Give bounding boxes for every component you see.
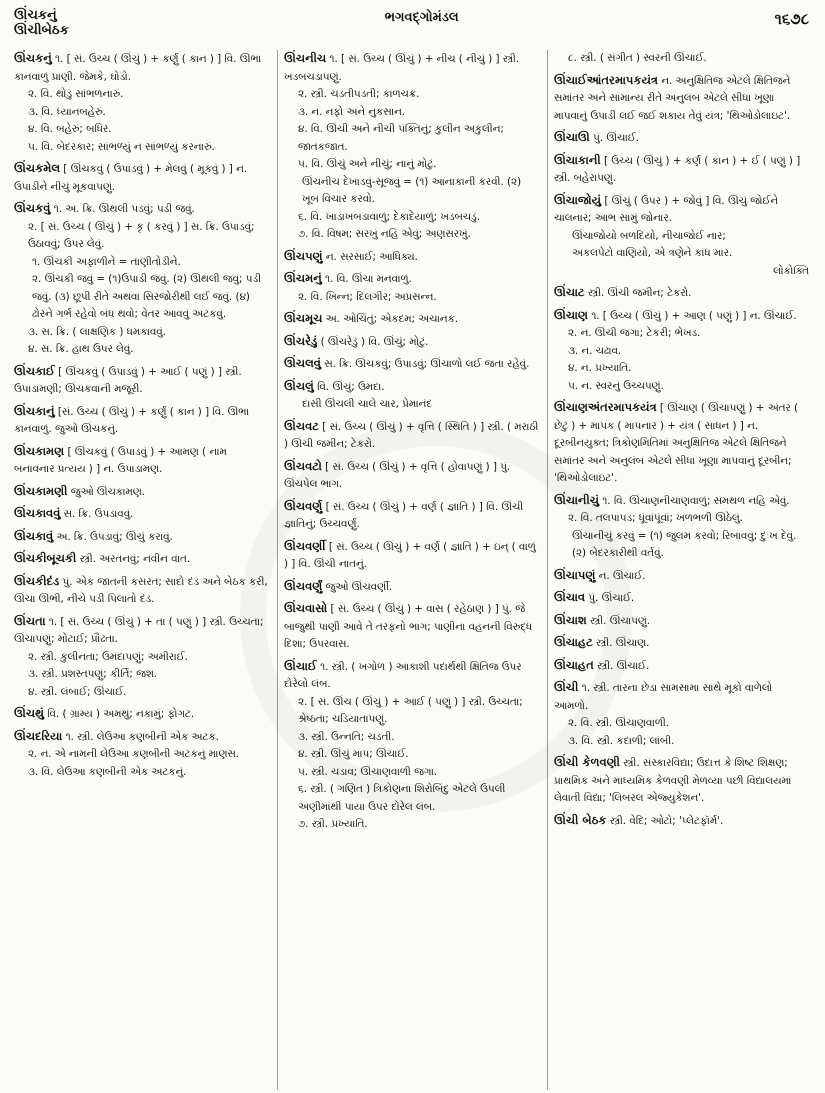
page-number: ૧૬૭૮ [774,10,809,28]
entry-definition: ઊંચાહટ સ્ત્રી. ઊંચાણ. [554,635,650,649]
entry-definition: ઊંચનીચ ૧. [ સં. ઉચ્ચ ( ઊંચું ) + નીચ ( નીચું ) ] સ્ત્રી. ખડબચડાપણું. [284,51,520,83]
dictionary-entry [284,270,539,306]
dictionary-entry [14,50,269,156]
entry-sense: ૪. ન. પ્રખ્યાતિ. [568,362,632,374]
entry-sense: ૨. ઊંચકી જવું = (૧)ઉપાડી જવું. (૨) ઊથલી જવું; પડી જવું. (૩) છૂપી રીતે અથવા સિરજોરીથી લઈ જવું. (૪) ઢોરને ગર્ભ રહેવો બંધ થવો; વેતર આવવું અટકવું. [32,273,262,320]
dictionary-entry [14,363,269,399]
headword: ઊંચમનું [284,271,322,285]
dictionary-entry [554,152,809,188]
entry-definition: ઊંચાણ ૧. [ ઉચ્ચ ( ઊંચું ) + આણ ( પણું ) ] ન. ઊંચાઈ. [554,307,797,322]
entry-definition: ઊંચાઊ પું. ઊંચાઈ. [554,130,639,144]
headword: ઊંચકવું [14,201,51,215]
headword: ઊંચાજોયું [554,192,602,207]
dictionary-entry [14,550,269,569]
headword: ઊંચપણું [284,248,323,263]
entry-definition: ઊંચાણઅંતરમાપકયંત્ર [ ઊંચાણ ( ઊંચાપણું ) + અંતર ( છેટું ) + માપક ( માપનાર ) + યંત્ર ( સાધન ) ] ન. દૂરબીનયુક્ત; ત્રિકોણમિતિમાં અનુક્ષિતિજ એટલે ક્ષિતિજને સમાંતર અને અનુલંબ એટલે સીધા ખૂણા માપવાનું દૂરબીન; 'થિઓડોલાઇટ'. [554,400,799,484]
dictionary-entry [14,483,269,502]
column-3 [547,50,809,1090]
dictionary-entry [14,705,269,724]
entry-sense: ૭. વિ. વિષમ; સરખું નહિ એવું; અણસરખું. [298,228,471,240]
dictionary-entry [284,355,539,374]
entry-sense: ૪. સ. ક્રિ. હાથ ઉપર લેવું. [28,343,134,355]
entry-sense: ૨. [ સં. ઉચ્ચ ( ઊંચું ) + કૃ ( કરવું ) ] સ. ક્રિ. ઉપાડવું; ઉઠાવવું; ઉપર લેવું. [28,220,255,250]
headword: ઊંચલું [284,378,314,393]
entry-definition: ઊંચકાવું અ. ક્રિ. ઉપડાવું; ઊંચું કરાવું. [14,528,173,543]
headword: ઊંચાઈઆંતરમાપકયંત્ર [554,72,658,87]
dictionary-entry [14,728,269,782]
dictionary-entry [284,310,539,329]
entry-definition: ઊંચકાનું [સં. ઉચ્ચ ( ઊંચું ) + કર્ણું ( કાન ) ] વિ. ઊભા કાનવાળું. જુઓ ઊંચકનું. [14,403,250,435]
dictionary-entry [14,200,269,359]
entry-definition: ઊંચકીબૂચકી સ્ત્રી. અરતનવું; નવીન વાત. [14,551,191,565]
headword: ઊંચવર્ણું [284,578,323,593]
entry-sense: ૨. ન. ઊંચી જગા; ટેકરી; ભેખડ. [568,327,701,339]
dictionary-entry [284,50,539,244]
headword: ઊંચદરિયા [14,728,63,743]
headword: ઊંચી [554,680,579,694]
headword: ઊંચરેડું [284,333,318,348]
entry-sense: ૪. વિ. ઊંચી અને નીચી પંક્તિનું; કુલીન અકુલીન; જાતકજાત. [298,123,504,153]
entry-definition: ઊંચકવું ૧. અ. ક્રિ. ઊથલી પડવું; પડી જવું. [14,201,195,215]
headword: ઊંચકામણ [14,443,65,458]
guide-words [14,8,69,38]
entry-definition: ઊંચાનીચું ૧. વિ. ઊંચાણનીચાણવાળું; સમથળ નહિ એવું. [554,492,790,507]
headword: ઊંચાવ [554,590,586,604]
entry-definition: ઊંચાવ પું. ઊંચાઈ. [554,590,635,604]
headword: ઊંચાનીચું [554,492,599,507]
entry-sense: ૫. સ્ત્રી. ચડાવ; ઊંચાણવાળી જગા. [298,765,438,778]
entry-definition: ઊંચી બેઠક સ્ત્રી. વેદિ; ઓટો; 'પ્લેટફૉર્મ'. [554,812,724,827]
entry-definition: ઊંચથું વિ. ( ગ્રામ્ય ) અમથું; નકામું; ફોગટ. [14,706,195,720]
headword: ઊંચકામણી [14,483,68,498]
entry-sense: ૭. સ્ત્રી. પ્રખ્યાતિ. [298,818,368,830]
headword: ઊંચતા [14,613,46,628]
headword: ઊંચથું [14,706,44,720]
dictionary-entry [554,129,809,148]
entry-definition: ઊંચકીદંડ પું. એક જાતની કસરત; સાદો દંડ અને બેઠક કરી, ઊંચા ઊભી, નીચે પડી પિલાતો દંડ. [14,573,268,605]
headword: ઊંચવાસો [284,601,328,615]
guide-word-top: ઊંચકનું [14,8,57,23]
column-1 [14,50,269,1090]
dictionary-entry [14,443,269,479]
headword: ઊંચાહટ [554,635,593,649]
entry-definition: ઊંચકમેલ [ ઊંચકવું ( ઉપાડવું ) + મેલવું ( મૂકવું ) ] ન. ઉપાડીને નીચું મૂકવાપણું. [14,161,248,193]
entry-definition: ઊંચદરિયા ૧. સ્ત્રી. લેઉઆ કણબીની એક અટક. [14,728,219,743]
headword: ઊંચાટ [554,285,585,299]
dictionary-entry [554,307,809,396]
headword: ઊંચકમેલ [14,161,61,175]
entry-sense: ઊંચનીચ દેખાડવું-સૂજવું = (૧) આનાકાની કરવી. (૨) ખૂબ વિચાર કરવો. [302,175,522,205]
dictionary-entry [554,679,809,750]
entry-definition: ઊંચવર્ણુ [ સં. ઉચ્ચ ( ઊંચું ) + વર્ણ ( જ્ઞાતિ ) ] વિ. ઊંચી જ્ઞાતિનું; ઉચ્ચવર્ણું. [284,498,524,530]
dictionary-entry [14,505,269,524]
entry-sense: ૨. વિ. સ્ત્રી. ઊંચાણવાળી. [568,717,670,729]
entry-sense: ૨. [ સં. ઊંચ ( ઊંચું ) + આઈ ( પણું ) ] સ્ત્રી. ઉચ્ચતા; શ્રેષ્ઠતા; ચડિયાતાપણું. [298,695,523,725]
entry-definition: ઊંચાકાની [ ઉચ્ચ ( ઊંચું ) + કર્ણ ( કાન ) + ઈ ( પણું ) ] સ્ત્રી. બહેરાપણું. [554,152,801,184]
entry-sense: ૩. ન. નફો અને નુકસાન. [298,105,406,118]
headword: ઊંચકાવું [14,528,54,543]
dictionary-entry [284,498,539,534]
entry-definition: ઊંચકાવવું સ. ક્રિ. ઉપડાવવું. [14,506,134,520]
dictionary-entry [554,399,809,488]
entry-definition: ઊંચી કેળવણી સ્ત્રી. સંસ્કારવિદ્યા; ઉદાત્ત કે શિષ્ટ શિક્ષણ; પ્રાથમિક અને માધ્યમિક કેળવણી મેળવ્યા પછી વિદ્યાલયમાં લેવાતી વિદ્યા; 'લિબરલ એજ્યુકેશન'. [554,755,792,804]
headword: ઊંચાઈ [284,658,317,673]
entry-sense: ૩. સ. ક્રિ. ( લાક્ષણિક ) ધમકાવવું. [28,325,166,338]
entry-sense: ૫. વિ. ઊંચું અને નીચું; નાનું મોટું. [298,158,437,170]
entry-sense: ૨. વિ. ખિન્ન; દિલગીર; અપ્રસન્ન. [298,290,437,303]
headword: ઊંચાહત [554,657,594,672]
dictionary-entry [284,333,539,352]
headword: ઊંચકાનું [14,403,55,418]
entry-sense: ૪. સ્ત્રી. ઊંચું માપ; ઊંચાઈ. [298,748,409,760]
page-title: ભગવદ્ગોમંડલ [384,10,459,25]
entry-sense: ૩. વિ. લેઉઆ કણબીની એક અટકનું. [28,765,187,778]
headword: ઊંચવર્ણુ [284,498,323,513]
entry-sense: ૫. ન. સ્વરનું ઉચ્ચપણું. [568,379,664,392]
entry-sense: ૩. ન. ચઢાવ. [568,344,622,357]
entry-definition: ઊંચલું વિ. ઊંચું; ઉમદા. [284,378,385,393]
entry-sense: ૩. વિ. ધ્યાનબહેરું. [28,105,106,118]
headword: ઊંચાણઅંતરમાપકયંત્ર [554,400,657,414]
entry-sense: ૧. ઊંચકી અફાળીને = તાણીતોડીને. [32,255,181,268]
entry-sense: અકલપેટો વાણિયો, એ ત્રણેને કાંધ માર. [572,247,733,259]
headword: ઊંચકનું [14,51,52,65]
entry-sense: લોકોક્તિ [773,264,809,277]
entry-sense: ૩. સ્ત્રી. ઉન્નતિ; ચડતી. [298,730,395,743]
headword: ઊંચી બેઠક [554,812,607,827]
entry-sense: ૮. સ્ત્રી. ( સંગીત ) સ્વરની ઊંચાઈ. [568,52,707,64]
dictionary-entry [554,754,809,808]
dictionary-entry [554,589,809,608]
headword: ઊંચવર્ણી [284,538,326,553]
headword: ઊંચાકાની [554,152,601,167]
headword: ઊંચકાઈ [14,363,55,378]
dictionary-entry [554,50,809,68]
headword: ઊંચલવું [284,356,321,370]
dictionary-entry [554,192,809,281]
entry-sense: ઊંચાજોયો બળદિયો, નીચાજોઈ નાર; [572,229,726,242]
dictionary-entry [554,612,809,631]
entry-definition: ઊંચતા ૧. [ સં. ઉચ્ચ ( ઊંચું ) + તા ( પણું ) ] સ્ત્રી. ઉચ્ચતા; ઊંચાપણું; મોટાઈ; પ્રૌઢતા. [14,613,264,645]
entry-sense: ૨. સ્ત્રી. કુલીનતા; ઉમદાપણું; અમીરાઈ. [28,650,188,663]
entry-definition: ઊંચાશ સ્ત્રી. ઊંચાપણું. [554,612,651,627]
dictionary-entry [14,403,269,439]
entry-sense: ૩. વિ. સ્ત્રી. કદાળી; લાંબી. [568,734,675,747]
dictionary-entry [284,378,539,414]
entry-definition: ઊંચપણું ન. સરસાઈ; આધિક્ય. [284,248,418,263]
column-2 [277,50,539,1090]
dictionary-entry [554,72,809,126]
dictionary-entry [554,284,809,303]
entry-sense: ૬. સ્ત્રી. ( ગણિત ) ત્રિકોણના શિરોબિંદુ એટલે ઉપલી અણીમાંથી પાયા ઉપર દોરેલ લંબ. [298,783,506,813]
entry-sense: ૨. ન. એ નામની લેઉઆ કણબીની અટકનું માણસ. [28,748,240,760]
dictionary-entry [554,567,809,586]
headword: ઊંચમૂચ [284,311,323,325]
entry-sense: ૬. વિ. ખાડાખબડાવાળું; દેકાદેયાળું; ખડબચડું. [298,210,480,223]
headword: ઊંચાપણું [554,567,596,582]
entry-definition: ઊંચવટો [ સં. ઉચ્ચ ( ઊંચું ) + વૃત્તિ ( હોવાપણું ) ] પું. ઊંચપેલ ભાગ. [284,458,511,490]
headword: ઊંચકીબૂચકી [14,551,77,565]
entry-sense: ૪. સ્ત્રી. લંબાઈ; ઊંચાઈ. [28,685,127,698]
columns [14,50,809,1090]
entry-definition: ઊંચાહત સ્ત્રી. ઊંચાઈ. [554,657,650,672]
entry-definition: ઊંચાપણું ન. ઊંચાઈ. [554,567,646,582]
dictionary-entry [14,613,269,702]
entry-definition: ઊંચાજોયું [ ઊંચું ( ઉપર ) + જોવું ] વિ. ઊંચું જોઈને ચાલનાર; આભ સામું જોનાર. [554,192,779,224]
dictionary-entry [284,538,539,574]
dictionary-entry [284,658,539,834]
entry-sense: ૩. સ્ત્રી. પ્રશસ્તપણું; કીર્તિ; જશ. [28,668,158,680]
guide-word-bottom: ઊંચીબેઠક [14,23,69,38]
headword: ઊંચવટ [284,418,319,433]
entry-definition: ઊંચવર્ણી [ સં. ઉચ્ચ ( ઊંચું ) + વર્ણ ( જ્ઞાતિ ) + ઇન્ ( વાળું ) ] વિ. ઊંચી નાતનું. [284,538,536,570]
dictionary-entry [554,492,809,563]
entry-sense: દાસી ઊંચલી ચાલે ચાર, પ્રેમાનંદ [302,398,433,410]
dictionary-entry [284,600,539,654]
entry-definition: ઊંચાઈઆંતરમાપકયંત્ર ન. અનુક્ષિતિજ એટલે ક્ષિતિજને સમાંતર અને સામાન્ય રીતે અનુલંબ એટલે સીધા ખૂણા માપવાનું ઉપાડી લઈ જઈ શકાય તેવું યંત્ર; 'થિઓડોલાઇટ'. [554,72,791,122]
entry-sense: ૫. વિ. બેદરકાર; સાંભળ્યું ન સાંભળ્યું કરનારું. [28,140,215,153]
entry-definition: ઊંચકનું ૧. [ સં. ઉચ્ચ ( ઊંચું ) + કર્ણું ( કાન ) ] વિ. ઊભા કાનવાળું પ્રાણી. જેમકે, ઘોડો. [14,51,262,83]
entry-definition: ઊંચમૂચ અ. ઓચિંતું; એકદમ; અચાનક. [284,311,459,325]
page-header [14,8,809,50]
dictionary-entry [14,573,269,609]
headword: ઊંચી કેળવણી [554,755,620,769]
entry-definition: ઊંચલવું સ. ક્રિ. ઊંચકવું; ઉપાડવું; ઊંચાળો લઈ જતા રહેવું. [284,356,530,370]
entry-definition: ઊંચકામણી જુઓ ઊંચકામણ. [14,483,146,498]
dictionary-entry [14,160,269,196]
dictionary-entry [284,248,539,267]
entry-definition: ઊંચવટ [ સં. ઉચ્ચ ( ઊંચું ) + વૃત્તિ ( સ્થિતિ ) ] સ્ત્રી. ( મરાઠી ) ઊંચી જમીન; ટેકરો. [284,418,539,450]
dictionary-entry [284,418,539,454]
entry-definition: ઊંચકાઈ [ ઊંચકવું ( ઉપાડવું ) + આઈ ( પણું ) ] સ્ત્રી. ઉપાડામણી; ઊંચકવાની મજૂરી. [14,363,242,395]
entry-definition: ઊંચવર્ણું જુઓ ઊંચવર્ણી. [284,578,393,593]
headword: ઊંચાણ [554,307,588,322]
headword: ઊંચવટો [284,458,322,473]
headword: ઊંચકીદંડ [14,573,60,588]
headword: ઊંચકાવવું [14,506,61,520]
dictionary-entry [284,578,539,597]
entry-sense: ઊંચાનીચું કરવું = (૧) જુલમ કરવો; રિબાવવું; દુઃખ દેવું. (૨) બેદરકારીથી વર્તવું. [572,529,797,559]
dictionary-entry [554,634,809,653]
headword: ઊંચાઊ [554,130,590,144]
entry-definition: ઊંચકામણ [ ઊંચકવું ( ઉપાડવું ) + આમણ ( નામ બનાવનાર પ્રત્યય ) ] ન. ઉપાડામણ. [14,443,227,475]
entry-definition: ઊંચવાસો [ સં. ઉચ્ચ ( ઊંચું ) + વાસ ( રહેઠાણ ) ] પું. જે બાજુથી પાણી આવે તે તરફનો ભાગ; પાણીના વહનની વિરુદ્ધ દિશા; ઉપરવાસ. [284,601,533,650]
entry-definition: ઊંચાઈ ૧. સ્ત્રી. ( ખગોળ ) આકાશી પદાર્થથી ક્ષિતિજ ઉપર દોરેલો લંબ. [284,658,522,690]
entry-definition: ઊંચમનું ૧. વિ. ઊંચા મનવાળું. [284,271,412,285]
entry-sense: ૪. વિ. બહેરું; બધિર. [28,123,112,135]
headword: ઊંચાશ [554,612,587,627]
entry-sense: ૨. વિ. થોડું સાંભળનારું. [28,88,124,100]
headword: ઊંચનીચ [284,51,327,65]
entry-sense: ૨. સ્ત્રી. ચડતીપડતી; કાળચક્ર. [298,88,420,100]
dictionary-entry [14,528,269,547]
entry-definition: ઊંચી ૧. સ્ત્રી. તારના છેડા સામસામા સાથે મૂકો વાળેલો આમળો. [554,680,773,712]
dictionary-entry [554,812,809,831]
dictionary-entry [554,657,809,676]
entry-sense: ૨. વિ. તલપાપડ; ધૂંવાંપૂંવાં; ખળભળી ઊઠેલું. [568,512,743,524]
entry-definition: ઊંચાટ સ્ત્રી. ઊંચી જમીન; ટેકરો. [554,285,692,299]
dictionary-entry [284,458,539,494]
entry-definition: ઊંચરેડું ( ઊંચરેડું ) વિ. ઊંચું; મોટું. [284,333,429,348]
